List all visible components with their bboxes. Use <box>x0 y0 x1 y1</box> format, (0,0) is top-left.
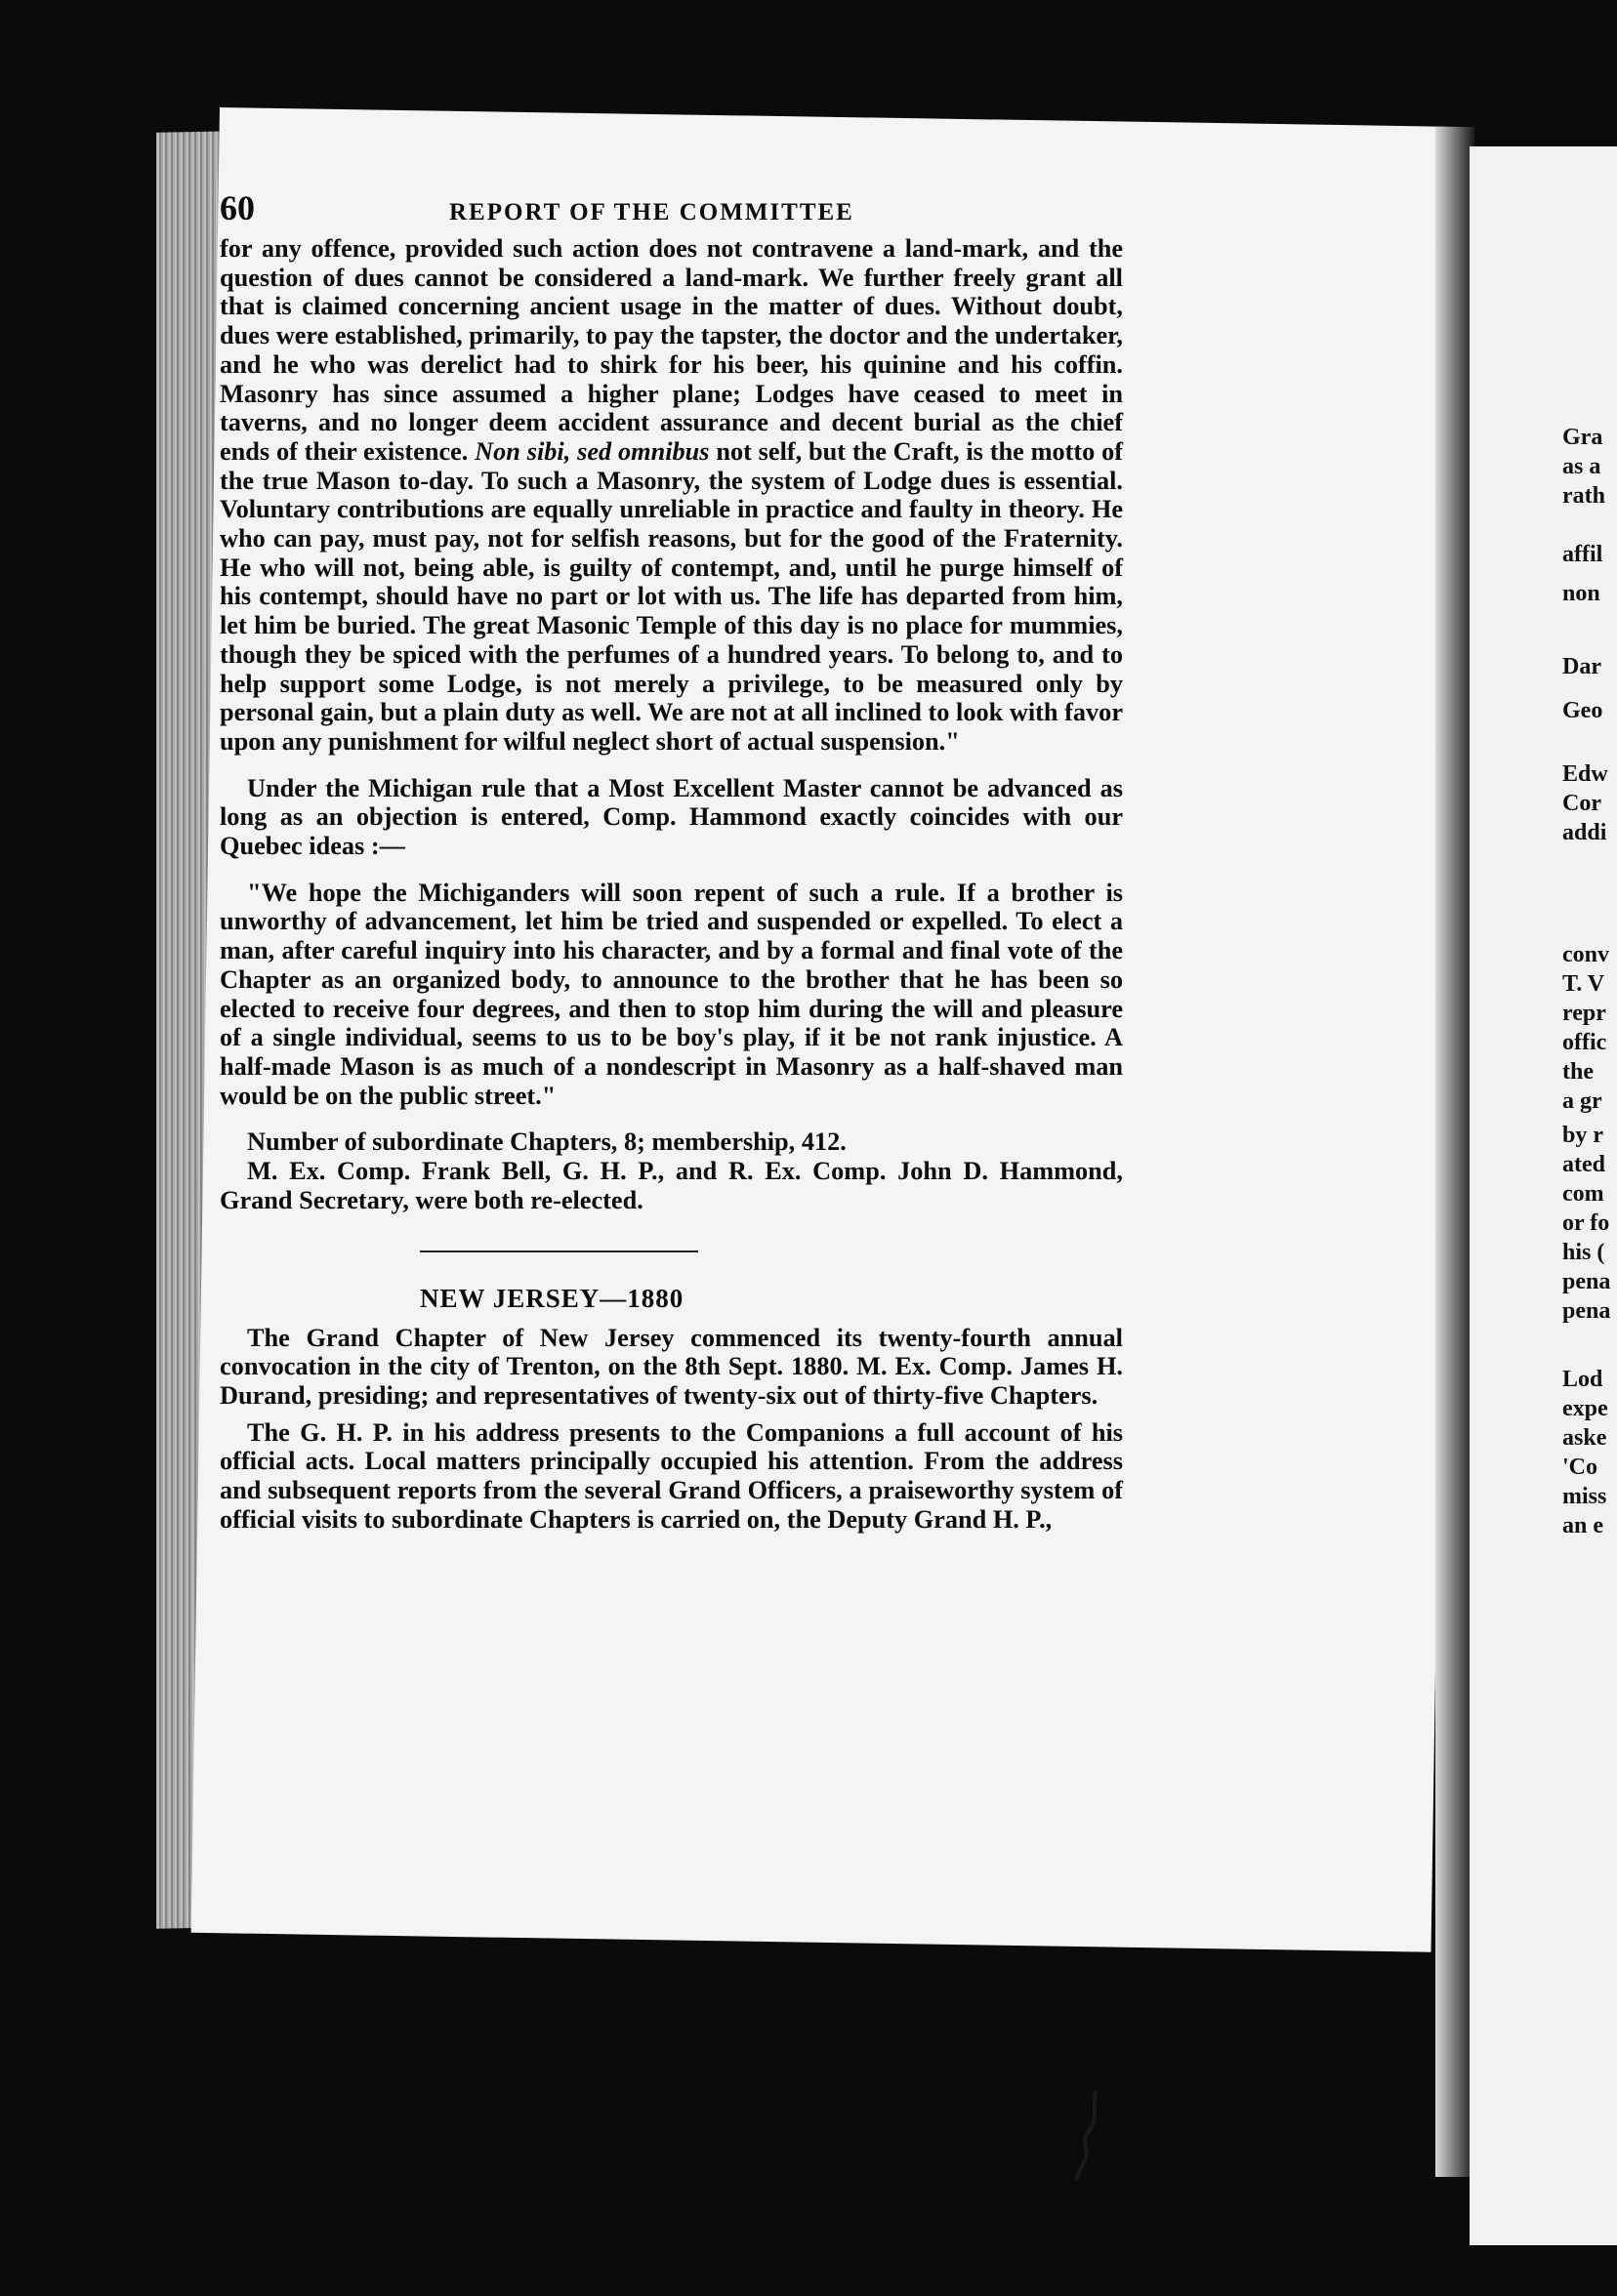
paragraph-6: The Grand Chapter of New Jersey commenced its twenty-fourth annual convocation in the city of Trenton, on the 8th Sept. 1880. M. Ex. Comp. James H. Durand, presiding; and representatives of twenty-six out of thirty-five Chapters. <box>220 1323 1123 1410</box>
facing-page-fragment: offic <box>1562 1030 1607 1055</box>
paragraph-7: The G. H. P. in his address presents to the Companions a full account of his official acts. Local matters principally occupied his attention. From the address and subsequent reports from the several Grand Officers, a praiseworthy system of official visits to subordinate Chapters is carried on, the Deputy Grand H. P., <box>220 1417 1123 1534</box>
gutter-shadow <box>1435 127 1474 2177</box>
facing-page-fragment: addi <box>1562 820 1607 845</box>
facing-page <box>1470 146 1617 2245</box>
facing-page-fragment: an e <box>1562 1513 1603 1538</box>
facing-page-fragment: pena <box>1562 1298 1611 1324</box>
ink-mark <box>1074 2089 1103 2182</box>
facing-page-fragment: pena <box>1562 1269 1611 1294</box>
facing-page-fragment: as a <box>1562 454 1601 479</box>
facing-page-fragment: or fo <box>1562 1210 1610 1236</box>
facing-page-fragment: Cor <box>1562 791 1601 816</box>
latin-phrase: Non sibi, sed omnibus <box>475 436 710 466</box>
facing-page-fragment: his ( <box>1562 1240 1605 1265</box>
facing-page-fragment: non <box>1562 581 1600 606</box>
facing-page-fragment: conv <box>1562 942 1609 967</box>
facing-page-fragment: expe <box>1562 1396 1608 1421</box>
facing-page-fragment: ated <box>1562 1152 1605 1177</box>
facing-page-fragment: Edw <box>1562 761 1608 787</box>
facing-page-fragment: Lod <box>1562 1367 1603 1392</box>
facing-page-fragment: a gr <box>1562 1088 1602 1114</box>
facing-page-fragment: T. V <box>1562 971 1605 997</box>
paragraph-5: M. Ex. Comp. Frank Bell, G. H. P., and R. Ex. Comp. John D. Hammond, Grand Secretary, were both re-elected. <box>220 1157 1123 1214</box>
running-head: REPORT OF THE COMMITTEE <box>449 199 854 226</box>
facing-page-fragment: Dar <box>1562 654 1601 679</box>
paragraph-4: Number of subordinate Chapters, 8; membership, 412. <box>247 1128 847 1157</box>
facing-page-fragment: the <box>1562 1059 1594 1085</box>
quote-paragraph-1 <box>220 234 1123 757</box>
facing-page-fragment: by r <box>1562 1123 1603 1148</box>
facing-page-fragment: affil <box>1562 542 1603 567</box>
facing-page-fragment: Gra <box>1562 425 1603 450</box>
facing-page-fragment: aske <box>1562 1425 1607 1451</box>
facing-page-fragment: miss <box>1562 1484 1607 1509</box>
paragraph-2: Under the Michigan rule that a Most Excellent Master cannot be advanced as long as an objection is entered, Comp. Hammond exactly coincides with our Quebec ideas :— <box>220 773 1123 861</box>
facing-page-fragment: Geo <box>1562 698 1603 723</box>
page-number: 60 <box>220 188 255 227</box>
quote-paragraph-3: "We hope the Michiganders will soon repent of such a rule. If a brother is unworthy of advancement, let him be tried and suspended or expelled. To elect a man, after careful inquiry into his character, and by a formal and final vote of the Chapter as an organized body, to announce to the brother that he has been so elected to receive four degrees, and then to stop him during the will and pleasure of a single individual, seems to us to be boy's play, if it be not rank injustice. A half-made Mason is as much of a nondescript in Masonry as a half-shaved man would be on the public street." <box>220 878 1123 1110</box>
facing-page-fragment: rath <box>1562 483 1605 509</box>
facing-page-fragment: com <box>1562 1181 1604 1207</box>
page-content <box>220 187 1123 1534</box>
section-title: NEW JERSEY—1880 <box>420 1283 684 1313</box>
paragraph-1-continuation: not self, but the Craft, is the motto of the true Mason to-day. To such a Masonry, the system of Lodge dues is essential. Voluntary contributions are equally unreliable in practice and faulty in theory. He who can pay, must pay, not for selfish reasons, but for the good of the Fraternity. He who will not, being able, is guilty of contempt, and, until he purge himself of his contempt, should have no part or lot with us. The life has departed from him, let him be buried. The great Masonic Temple of this day is no place for mummies, though they be spiced with the perfumes of a hundred years. To belong to, and to help support some Lodge, is not merely a privilege, to be measured only by personal gain, but a plain duty as well. We are not at all inclined to look with favor upon any punishment for wilful neglect short of actual suspension." <box>220 436 1123 756</box>
facing-page-fragment: repr <box>1562 1001 1606 1026</box>
page-header <box>220 187 1123 234</box>
facing-page-fragment: 'Co <box>1562 1455 1597 1480</box>
section-divider <box>420 1250 698 1252</box>
paragraph-1-text: for any offence, provided such action does not contravene a land-mark, and the question of dues cannot be considered a land-mark. We further freely grant all that is claimed concerning ancient usage in the matter of dues. Without doubt, dues were established, primarily, to pay the tapster, the doctor and the undertaker, and he who was derelict had to shirk for his beer, his quinine and his coffin. Masonry has since assumed a higher plane; Lodges have ceased to meet in taverns, and no longer deem accident assurance and decent burial as the chief ends of their existence. <box>220 234 1123 466</box>
